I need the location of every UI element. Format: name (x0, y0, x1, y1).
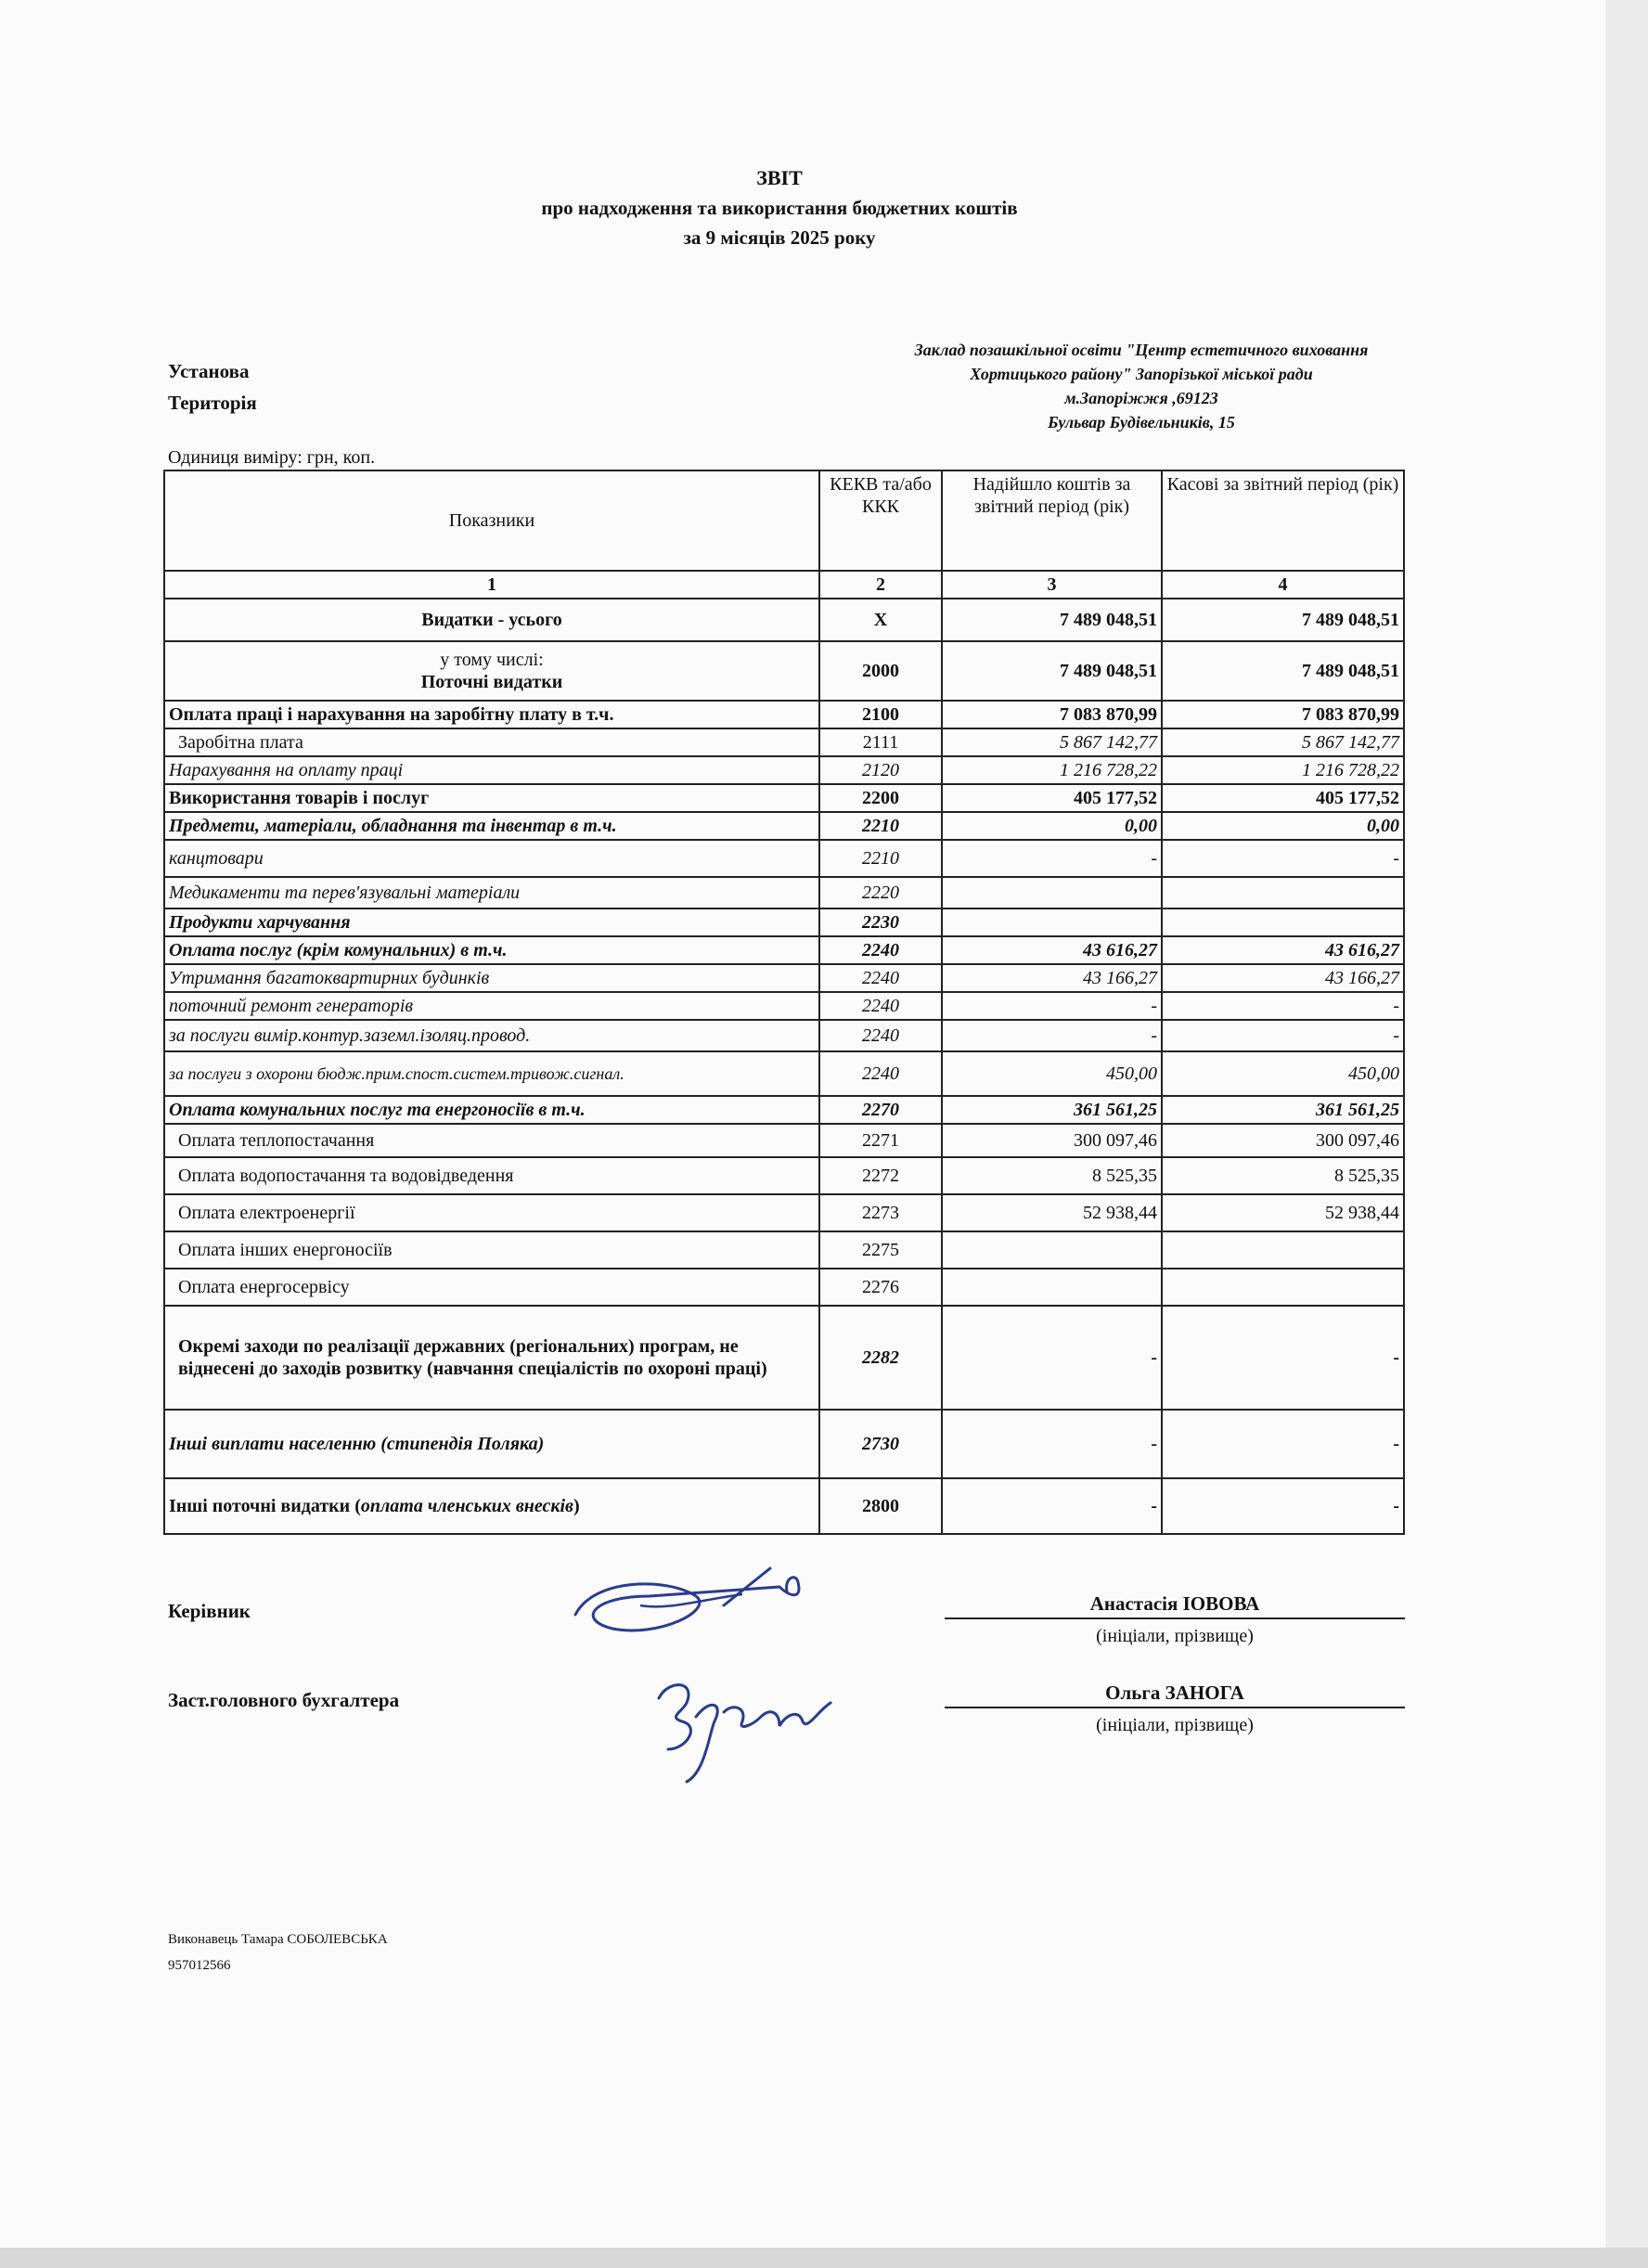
row-code: 2271 (819, 1124, 942, 1157)
row-label-italic: оплата членських внесків (360, 1496, 573, 1516)
scan-bottom-edge (0, 2248, 1648, 2268)
col-number: 4 (1162, 571, 1404, 599)
org-line-2: Хортицького району" Запорізької міської ради (970, 365, 1313, 383)
row-code: 2240 (819, 1020, 942, 1051)
unit-of-measure: Одиниця виміру: грн, коп. (168, 447, 376, 468)
row-code: 2220 (819, 877, 942, 908)
row-cash: 7 489 048,51 (1162, 599, 1404, 641)
table-row (164, 1096, 1404, 1124)
row-code: 2111 (819, 728, 942, 756)
row-code: 2273 (819, 1194, 942, 1231)
col-number: 3 (942, 571, 1162, 599)
row-received: 405 177,52 (942, 784, 1162, 812)
head-name-note: (ініціали, прізвище) (1096, 1626, 1254, 1646)
table-row (164, 641, 1404, 701)
table-row (164, 812, 1404, 840)
head-signature (557, 1559, 817, 1652)
executor-phone: 957012566 (168, 1958, 231, 1973)
row-received: 450,00 (942, 1051, 1162, 1096)
row-received (942, 877, 1162, 908)
row-cash: - (1162, 840, 1404, 877)
row-cash: - (1162, 992, 1404, 1020)
row-label-end: ) (573, 1496, 580, 1516)
row-label: поточний ремонт генераторів (164, 992, 819, 1020)
row-label: Утримання багатоквартирних будинків (164, 964, 819, 992)
row-code: 2275 (819, 1231, 942, 1269)
row-code: Х (819, 599, 942, 641)
row-code: 2270 (819, 1096, 942, 1124)
territory-label: Територія (168, 392, 257, 414)
table-row (164, 756, 1404, 784)
table-row (164, 992, 1404, 1020)
row-received: 300 097,46 (942, 1124, 1162, 1157)
title-line-3: за 9 місяців 2025 року (683, 226, 876, 249)
table-row (164, 1478, 1404, 1534)
row-cash: - (1162, 1410, 1404, 1478)
executor-name: Виконавець Тамара СОБОЛЕВСЬКА (168, 1932, 388, 1947)
table-row (164, 840, 1404, 877)
row-label-sub: у тому числі: (440, 650, 544, 670)
row-received: 43 616,27 (942, 936, 1162, 964)
accountant-signature (631, 1661, 854, 1791)
column-number-row (164, 571, 1404, 599)
row-code: 2240 (819, 964, 942, 992)
row-received: 361 561,25 (942, 1096, 1162, 1124)
row-cash: 361 561,25 (1162, 1096, 1404, 1124)
row-code: 2000 (819, 641, 942, 701)
row-cash: 43 616,27 (1162, 936, 1404, 964)
org-line-1: Заклад позашкільної освіти "Центр естетичного виховання (914, 341, 1369, 359)
col-header-received: Надійшло коштів за звітний період (рік) (942, 470, 1162, 571)
row-label: Оплата теплопостачання (164, 1124, 819, 1157)
row-label: Нарахування на оплату праці (164, 756, 819, 784)
row-code: 2210 (819, 840, 942, 877)
row-cash (1162, 1269, 1404, 1306)
institution-label: Установа (168, 360, 250, 382)
row-code: 2272 (819, 1157, 942, 1194)
row-code: 2120 (819, 756, 942, 784)
row-cash: - (1162, 1020, 1404, 1051)
row-cash: 0,00 (1162, 812, 1404, 840)
row-received (942, 908, 1162, 936)
col-number: 1 (164, 571, 819, 599)
table-row (164, 1269, 1404, 1306)
row-received (942, 1231, 1162, 1269)
row-cash: 7 489 048,51 (1162, 641, 1404, 701)
table-row (164, 1051, 1404, 1096)
table-row (164, 1231, 1404, 1269)
row-cash: 8 525,35 (1162, 1157, 1404, 1194)
row-label: Оплата водопостачання та водовідведення (164, 1157, 819, 1194)
table-row (164, 728, 1404, 756)
row-received: - (942, 1410, 1162, 1478)
row-cash: 1 216 728,22 (1162, 756, 1404, 784)
row-code: 2210 (819, 812, 942, 840)
table-row (164, 964, 1404, 992)
row-label: Медикаменти та перев'язувальні матеріали (164, 877, 819, 908)
table-row (164, 599, 1404, 641)
row-cash: 43 166,27 (1162, 964, 1404, 992)
row-received (942, 1269, 1162, 1306)
row-cash: 5 867 142,77 (1162, 728, 1404, 756)
row-received: 1 216 728,22 (942, 756, 1162, 784)
row-cash: - (1162, 1478, 1404, 1534)
row-received: 43 166,27 (942, 964, 1162, 992)
row-code: 2730 (819, 1410, 942, 1478)
col-header-indicator: Показники (164, 470, 819, 571)
table-row (164, 1020, 1404, 1051)
row-label: Видатки - усього (164, 599, 819, 641)
row-label-part: Інші поточні видатки ( (169, 1496, 361, 1516)
row-cash: 52 938,44 (1162, 1194, 1404, 1231)
row-code: 2100 (819, 701, 942, 728)
row-received: 52 938,44 (942, 1194, 1162, 1231)
scan-edge (1605, 0, 1648, 2268)
row-label: канцтовари (164, 840, 819, 877)
table-row (164, 877, 1404, 908)
organization-info (817, 338, 1466, 434)
row-label (164, 641, 819, 701)
row-label (164, 1478, 819, 1534)
row-received: - (942, 992, 1162, 1020)
row-received: - (942, 1020, 1162, 1051)
accountant-name: Ольга ЗАНОГА (945, 1682, 1405, 1708)
title-line-1: ЗВІТ (756, 166, 803, 189)
row-label: за послуги вимір.контур.заземл.ізоляц.провод. (164, 1020, 819, 1051)
row-received: 7 083 870,99 (942, 701, 1162, 728)
row-label: Оплата праці і нарахування на заробітну плату в т.ч. (164, 701, 819, 728)
row-code: 2282 (819, 1306, 942, 1410)
row-label: Використання товарів і послуг (164, 784, 819, 812)
row-code: 2240 (819, 992, 942, 1020)
org-line-4: Бульвар Будівельників, 15 (1048, 413, 1235, 432)
row-label: Інші виплати населенню (стипендія Поляка) (164, 1410, 819, 1478)
row-label: Продукти харчування (164, 908, 819, 936)
table-row (164, 1194, 1404, 1231)
row-received: - (942, 840, 1162, 877)
row-label: за послуги з охорони бюдж.прим.спост.систем.тривож.сигнал. (164, 1051, 819, 1096)
row-label: Окремі заходи по реалізації державних (регіональних) програм, не віднесені до заходів розвитку (навчання спеціалістів по охороні праці) (164, 1306, 819, 1410)
row-code: 2800 (819, 1478, 942, 1534)
row-cash: 300 097,46 (1162, 1124, 1404, 1157)
col-number: 2 (819, 571, 942, 599)
org-line-3: м.Запоріжжя ,69123 (1064, 389, 1218, 407)
row-label-main: Поточні видатки (420, 672, 563, 692)
row-received: 0,00 (942, 812, 1162, 840)
row-cash (1162, 877, 1404, 908)
table-row (164, 936, 1404, 964)
accountant-name-note: (ініціали, прізвище) (1096, 1715, 1254, 1735)
row-code: 2240 (819, 936, 942, 964)
row-label: Оплата інших енергоносіїв (164, 1231, 819, 1269)
head-name: Анастасія ІОВОВА (945, 1592, 1405, 1619)
table-row (164, 1157, 1404, 1194)
table-row (164, 1410, 1404, 1478)
row-cash: 7 083 870,99 (1162, 701, 1404, 728)
accountant-label: Заст.головного бухгалтера (168, 1689, 400, 1711)
row-cash: 405 177,52 (1162, 784, 1404, 812)
row-label: Оплата комунальних послуг та енергоносіїв в т.ч. (164, 1096, 819, 1124)
row-label: Оплата електроенергії (164, 1194, 819, 1231)
row-cash: 450,00 (1162, 1051, 1404, 1096)
report-title (0, 163, 1559, 252)
table-row (164, 908, 1404, 936)
row-cash (1162, 908, 1404, 936)
row-received: 8 525,35 (942, 1157, 1162, 1194)
title-line-2: про надходження та використання бюджетних коштів (541, 197, 1018, 219)
table-row (164, 1124, 1404, 1157)
col-header-code: КЕКВ та/або ККК (819, 470, 942, 571)
table-header-row (164, 470, 1404, 571)
row-label: Заробітна плата (164, 728, 819, 756)
row-received: 7 489 048,51 (942, 599, 1162, 641)
row-received: 7 489 048,51 (942, 641, 1162, 701)
row-received: - (942, 1306, 1162, 1410)
row-code: 2276 (819, 1269, 942, 1306)
row-cash (1162, 1231, 1404, 1269)
row-label: Оплата енергосервісу (164, 1269, 819, 1306)
table-row (164, 784, 1404, 812)
table-row (164, 701, 1404, 728)
row-code: 2200 (819, 784, 942, 812)
row-label: Оплата послуг (крім комунальних) в т.ч. (164, 936, 819, 964)
row-cash: - (1162, 1306, 1404, 1410)
row-received: 5 867 142,77 (942, 728, 1162, 756)
row-received: - (942, 1478, 1162, 1534)
table-row (164, 1306, 1404, 1410)
head-label: Керівник (168, 1600, 251, 1622)
row-code: 2230 (819, 908, 942, 936)
col-header-cash: Касові за звітний період (рік) (1162, 470, 1404, 571)
row-code: 2240 (819, 1051, 942, 1096)
row-label: Предмети, матеріали, обладнання та інвентар в т.ч. (164, 812, 819, 840)
report-table (163, 470, 1405, 1535)
